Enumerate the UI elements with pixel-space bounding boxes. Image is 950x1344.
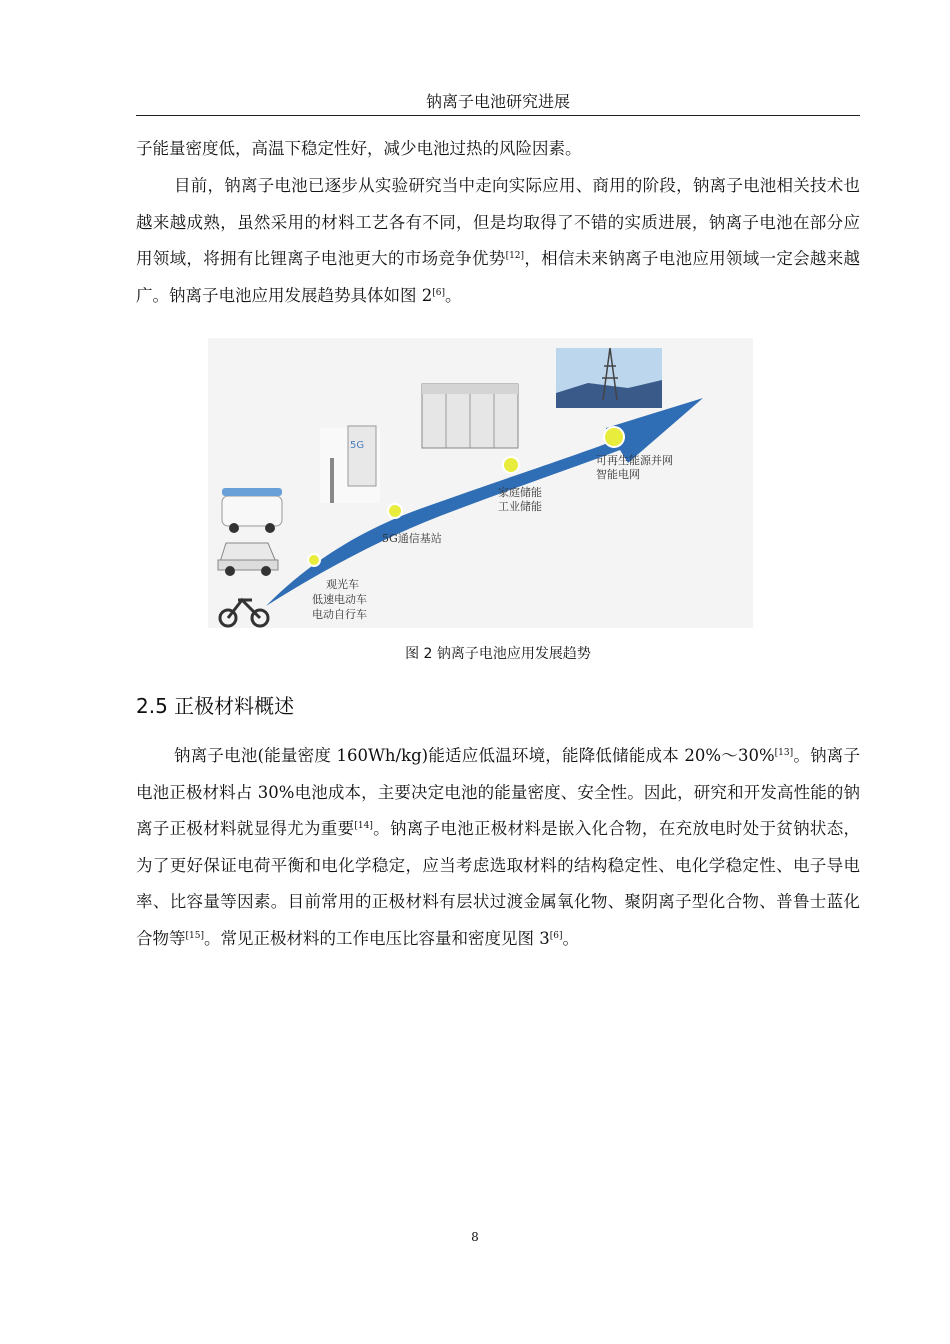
trend-diagram xyxy=(208,338,753,628)
paragraph-application-status xyxy=(136,168,860,314)
citation-ref[interactable]: [6] xyxy=(432,287,445,298)
node-vehicles xyxy=(308,554,320,566)
paragraph-continued: 子能量密度低，高温下稳定性好，减少电池过热的风险因素。 xyxy=(136,139,582,158)
figure-caption: 图 2 钠离子电池应用发展趋势 xyxy=(405,646,591,662)
node-5g xyxy=(388,504,402,518)
5g-base-station-image xyxy=(320,426,380,503)
citation-ref[interactable]: [6] xyxy=(549,930,563,941)
citation-ref[interactable]: [15] xyxy=(185,930,204,941)
page-number: 8 xyxy=(471,1230,479,1244)
energy-storage-container-image xyxy=(422,384,518,448)
label-grid-2: 智能电网 xyxy=(596,468,640,481)
label-vehicles-1: 观光车 xyxy=(326,578,359,591)
citation-ref[interactable]: [12] xyxy=(505,251,525,261)
node-storage xyxy=(503,457,519,473)
paragraph-text: 。常见正极材料的工作电压比容量和密度见图 3 xyxy=(203,928,550,948)
figure-application-trend xyxy=(208,338,753,628)
citation-ref[interactable]: [14] xyxy=(354,821,373,831)
paragraph-text: 。 xyxy=(562,928,579,948)
label-5g-station: 5G通信基站 xyxy=(382,532,442,545)
paragraph-text: 。钠离子电池正极材料是嵌入化合物，在充放电时处于贫钠状态，为了更好保证电荷平衡和电化学稳定，应当考虑选取材料的结构稳定性、电化学稳定性、电子导电率、比容量等因素。目前常用的正极材料有层状过渡金属氧化物、聚阴离子型化合物、普鲁士蓝化合物等 xyxy=(136,819,861,948)
paragraph-text: 目前，钠离子电池已逐步从实验研究当中走向实际应用、商用的阶段，钠离子电池相关技术也越来越成熟，虽然采用的材料工艺各有不同，但是均取得了不错的实质进展，钠离子电池在部分应用领域，将拥有比锂离子电池更大的市场竞争优势 xyxy=(136,176,860,268)
paragraph-text: 。钠离子电池正极材料占 30%电池成本，主要决定电池的能量密度、安全性。因此，研究和开发高性能的钠离子正极材料就显得尤为重要 xyxy=(136,746,860,838)
paragraph-text: 。 xyxy=(445,285,462,305)
label-storage-2: 工业储能 xyxy=(498,500,542,513)
sightseeing-car-image xyxy=(222,488,282,533)
label-storage-1: 家庭储能 xyxy=(498,486,542,499)
paragraph-text: 钠离子电池(能量密度 160Wh/kg)能适应低温环境，能降低储能成本 20%～30% xyxy=(174,746,775,765)
header-rule xyxy=(136,115,860,116)
running-header: 钠离子电池研究进展 xyxy=(425,92,570,111)
paragraph-cathode-overview xyxy=(136,738,860,957)
section-heading: 2.5 正极材料概述 xyxy=(136,694,295,718)
citation-ref[interactable]: [13] xyxy=(774,748,794,758)
svg-text:5G: 5G xyxy=(350,440,365,451)
label-vehicles-3: 电动自行车 xyxy=(312,608,367,621)
label-grid-1: 可再生能源并网 xyxy=(596,454,673,467)
label-vehicles-2: 低速电动车 xyxy=(312,593,367,606)
paragraph-text: ，相信未来钠离子电池应用领域一定会越来越广。钠离子电池应用发展趋势具体如图 2 xyxy=(136,249,861,305)
node-grid xyxy=(604,427,624,447)
renewable-grid-image xyxy=(556,348,662,408)
